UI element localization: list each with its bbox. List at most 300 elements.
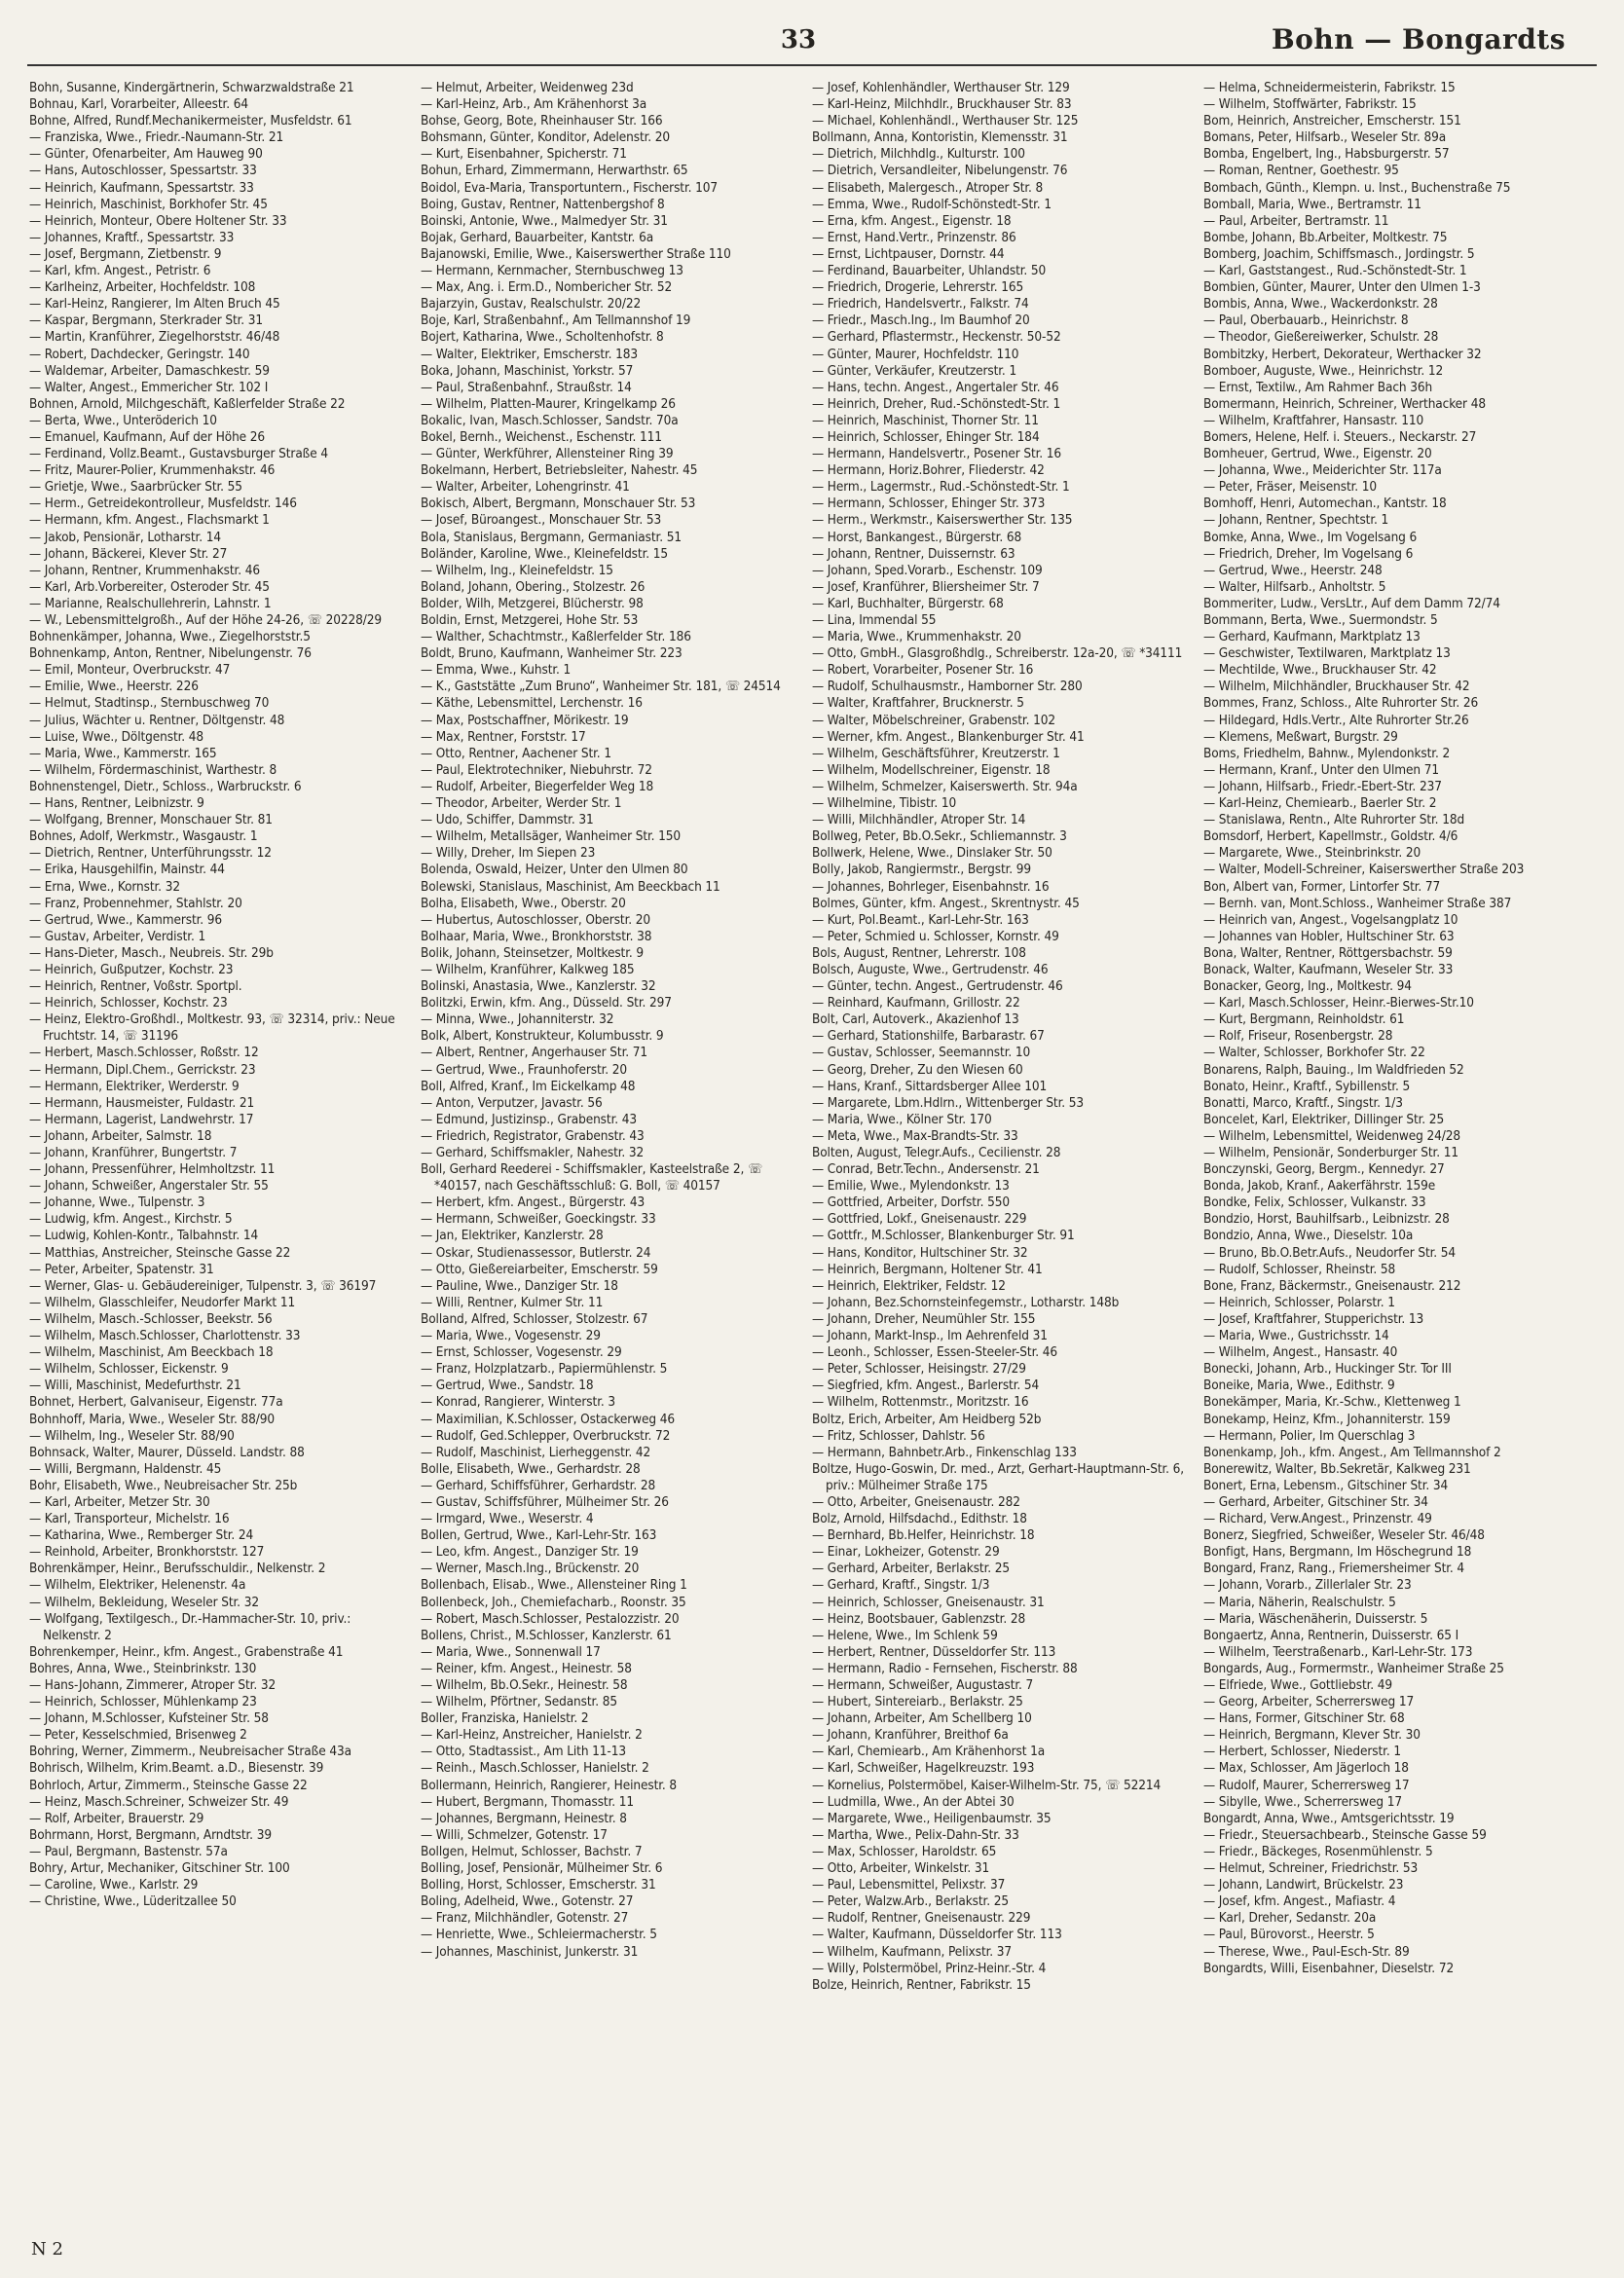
directory-entry: Bolenda, Oswald, Heizer, Unter den Ulmen 80 xyxy=(421,862,688,878)
directory-entry: — Michael, Kohlenhändl., Werthauser Str. 125 xyxy=(812,113,1079,129)
directory-entry: Bombis, Anna, Wwe., Wackerdonkstr. 28 xyxy=(1203,296,1438,312)
directory-entry: — Albert, Rentner, Angerhauser Str. 71 xyxy=(421,1045,647,1061)
directory-entry: Bolsch, Auguste, Wwe., Gertrudenstr. 46 xyxy=(812,961,1049,977)
directory-entry: Bonekamp, Heinz, Kfm., Johanniterstr. 159 xyxy=(1203,1411,1451,1427)
directory-entry: — Johanne, Wwe., Tulpenstr. 3 xyxy=(29,1194,205,1211)
directory-entry: Boltz, Erich, Arbeiter, Am Heidberg 52b xyxy=(812,1411,1042,1427)
directory-entry: Bohnau, Karl, Vorarbeiter, Alleestr. 64 xyxy=(29,96,248,113)
directory-entry: Bombe, Johann, Bb.Arbeiter, Moltkestr. 75 xyxy=(1203,229,1448,245)
directory-entry: — Horst, Bankangest., Bürgerstr. 68 xyxy=(812,529,1022,545)
directory-entry: Bomans, Peter, Hilfsarb., Weseler Str. 89a xyxy=(1203,129,1447,146)
directory-entry: — Hermann, kfm. Angest., Flachsmarkt 1 xyxy=(29,512,270,529)
directory-entry: — Hubert, Sintereiarb., Berlakstr. 25 xyxy=(812,1694,1023,1710)
directory-entry: — Stanislawa, Rentn., Alte Ruhrorter Str. 18d xyxy=(1203,812,1465,828)
directory-entry: — Karl-Heinz, Arb., Am Krähenhorst 3a xyxy=(421,96,647,113)
directory-entry: Bolten, August, Telegr.Aufs., Cecilienstr. 28 xyxy=(812,1145,1061,1160)
directory-entry: Boll, Gerhard Reederei - Schiffsmakler, Kasteelstraße 2, ☏ *40157, nach Geschäftsschluß: G. Boll, ☏ 40157 xyxy=(421,1161,763,1194)
directory-entry: — Christine, Wwe., Lüderitzallee 50 xyxy=(29,1893,237,1910)
directory-entry: Bokel, Bernh., Weichenst., Eschenstr. 111 xyxy=(421,428,662,445)
directory-entry: — Johannes van Hobler, Hultschiner Str. 63 xyxy=(1203,928,1455,944)
directory-entry: — Rudolf, Arbeiter, Biegerfelder Weg 18 xyxy=(421,778,654,794)
directory-entry: — Emilie, Wwe., Mylendonkstr. 13 xyxy=(812,1178,1010,1194)
directory-entry: — Hans, Autoschlosser, Spessartstr. 33 xyxy=(29,163,257,179)
directory-entry: — Gustav, Schiffsführer, Mülheimer Str. 26 xyxy=(421,1493,669,1510)
directory-entry: — Franz, Milchhändler, Gotenstr. 27 xyxy=(421,1910,629,1927)
directory-entry: Bonatti, Marco, Kraftf., Singstr. 1/3 xyxy=(1203,1094,1403,1111)
directory-entry: Bondzio, Anna, Wwe., Dieselstr. 10a xyxy=(1203,1228,1414,1244)
directory-entry: — Georg, Arbeiter, Scherrersweg 17 xyxy=(1203,1694,1415,1710)
directory-entry: — Walter, Hilfsarb., Anholtstr. 5 xyxy=(1203,578,1386,595)
directory-entry: — Johann, Landwirt, Brückelstr. 23 xyxy=(1203,1877,1404,1893)
directory-entry: — Hermann, Hausmeister, Fuldastr. 21 xyxy=(29,1094,255,1111)
directory-entry: — Erika, Hausgehilfin, Mainstr. 44 xyxy=(29,862,225,878)
directory-entry: — Heinrich, Schlosser, Mühlenkamp 23 xyxy=(29,1694,257,1710)
directory-entry: — Johann, M.Schlosser, Kufsteiner Str. 58 xyxy=(29,1710,269,1727)
directory-entry: — Franz, Holzplatzarb., Papiermühlenstr. 5 xyxy=(421,1361,668,1378)
directory-entry: — Wilhelm, Modellschreiner, Eigenstr. 18 xyxy=(812,761,1051,778)
directory-entry: — Johann, Pressenführer, Helmholtzstr. 11 xyxy=(29,1161,276,1178)
directory-entry: — Hans, techn. Angest., Angertaler Str. 46 xyxy=(812,379,1059,395)
directory-entry: — Karl, Transporteur, Michelstr. 16 xyxy=(29,1511,230,1527)
directory-entry: — Karl-Heinz, Milchhdlr., Bruckhauser Str. 83 xyxy=(812,96,1072,113)
directory-entry: Bajarzyin, Gustav, Realschulstr. 20/22 xyxy=(421,296,642,312)
directory-entry: — Kaspar, Bergmann, Sterkrader Str. 31 xyxy=(29,312,264,329)
directory-entry: — Rolf, Arbeiter, Brauerstr. 29 xyxy=(29,1810,204,1826)
directory-entry: — Günter, Ofenarbeiter, Am Hauweg 90 xyxy=(29,146,263,163)
directory-entry: — Luise, Wwe., Döltgenstr. 48 xyxy=(29,728,204,745)
directory-entry: — Rolf, Friseur, Rosenbergstr. 28 xyxy=(1203,1028,1393,1045)
directory-entry: — Franz, Probennehmer, Stahlstr. 20 xyxy=(29,895,242,911)
directory-entry: — Johannes, Bergmann, Heinestr. 8 xyxy=(421,1810,627,1826)
directory-entry: — Johann, Arbeiter, Salmstr. 18 xyxy=(29,1127,212,1144)
directory-entry: — Hermann, Bahnbetr.Arb., Finkenschlag 133 xyxy=(812,1444,1077,1460)
directory-entry: — Wilhelm, Schmelzer, Kaiserswerth. Str. 94a xyxy=(812,778,1078,794)
directory-entry: Bohnsack, Walter, Maurer, Düsseld. Landstr. 88 xyxy=(29,1444,305,1460)
directory-entry: Bonekämper, Maria, Kr.-Schw., Klettenweg 1 xyxy=(1203,1394,1461,1411)
directory-entry: — Maria, Wäschenäherin, Duisserstr. 5 xyxy=(1203,1610,1428,1627)
directory-entry: — Walter, Kaufmann, Düsseldorfer Str. 113 xyxy=(812,1927,1062,1943)
directory-entry: — Leo, kfm. Angest., Danziger Str. 19 xyxy=(421,1544,639,1561)
directory-entry: Bohr, Elisabeth, Wwe., Neubreisacher Str. 25b xyxy=(29,1477,298,1493)
directory-entry: — Karl, Arb.Vorbereiter, Osteroder Str. 45 xyxy=(29,578,270,595)
directory-entry: — Günter, Maurer, Hochfeldstr. 110 xyxy=(812,346,1019,362)
directory-entry: — Peter, Schmied u. Schlosser, Kornstr. 49 xyxy=(812,928,1059,944)
directory-entry: — Berta, Wwe., Unteröderich 10 xyxy=(29,412,217,428)
directory-entry: — Hermann, Schweißer, Goeckingstr. 33 xyxy=(421,1211,656,1228)
directory-entry: — Ludmilla, Wwe., An der Abtei 30 xyxy=(812,1793,1015,1810)
directory-entry: — Heinrich, Kaufmann, Spessartstr. 33 xyxy=(29,179,254,196)
directory-entry: — Herm., Lagermstr., Rud.-Schönstedt-Str. 1 xyxy=(812,479,1070,496)
directory-entry: — Bruno, Bb.O.Betr.Aufs., Neudorfer Str. 54 xyxy=(1203,1244,1457,1261)
directory-entry: — Karl, Buchhalter, Bürgerstr. 68 xyxy=(812,595,1004,611)
directory-entry: Bomermann, Heinrich, Schreiner, Werthacker 48 xyxy=(1203,395,1486,412)
directory-entry: — Jakob, Pensionär, Lotharstr. 14 xyxy=(29,529,221,545)
directory-entry: — Margarete, Wwe., Steinbrinkstr. 20 xyxy=(1203,845,1421,862)
directory-entry: — Conrad, Betr.Techn., Andersenstr. 21 xyxy=(812,1161,1040,1178)
directory-entry: — Otto, GmbH., Glasgroßhdlg., Schreiberstr. 12a-20, ☏ *34111 xyxy=(812,645,1183,662)
directory-entry: Bolt, Carl, Autoverk., Akazienhof 13 xyxy=(812,1011,1019,1028)
directory-entry: Bollenbach, Elisab., Wwe., Allensteiner Ring 1 xyxy=(421,1577,687,1594)
directory-entry: Boland, Johann, Obering., Stolzestr. 26 xyxy=(421,578,646,595)
directory-entry: — Henriette, Wwe., Schleiermacherstr. 5 xyxy=(421,1927,657,1943)
directory-entry: — Bernh. van, Mont.Schloss., Wanheimer Straße 387 xyxy=(1203,895,1512,911)
directory-entry: Bohne, Alfred, Rundf.Mechanikermeister, Musfeldstr. 61 xyxy=(29,113,352,129)
directory-entry: Bohrenkemper, Heinr., kfm. Angest., Grabenstraße 41 xyxy=(29,1643,344,1660)
directory-entry: — Johannes, Maschinist, Junkerstr. 31 xyxy=(421,1943,639,1960)
directory-entry: Bomheuer, Gertrud, Wwe., Eigenstr. 20 xyxy=(1203,446,1432,462)
directory-entry: — Johann, Sped.Vorarb., Eschenstr. 109 xyxy=(812,562,1043,578)
directory-entry: Bohnen, Arnold, Milchgeschäft, Kaßlerfelder Straße 22 xyxy=(29,395,346,412)
directory-column-3 xyxy=(812,80,1192,2222)
directory-entry: Bon, Albert van, Former, Lintorfer Str. 77 xyxy=(1203,878,1441,895)
directory-entry: — Ludwig, kfm. Angest., Kirchstr. 5 xyxy=(29,1211,233,1228)
directory-entry: — Herbert, Masch.Schlosser, Roßstr. 12 xyxy=(29,1045,259,1061)
directory-entry: — Wilhelm, Masch.-Schlosser, Beekstr. 56 xyxy=(29,1310,273,1327)
directory-entry: — Gustav, Schlosser, Seemannstr. 10 xyxy=(812,1045,1031,1061)
directory-entry: — Wilhelm, Kaufmann, Pelixstr. 37 xyxy=(812,1943,1013,1960)
directory-entry: — Otto, Arbeiter, Gneisenaustr. 282 xyxy=(812,1493,1020,1510)
directory-entry: — Werner, Masch.Ing., Brückenstr. 20 xyxy=(421,1561,640,1577)
directory-entry: Bomboer, Auguste, Wwe., Heinrichstr. 12 xyxy=(1203,362,1444,379)
directory-entry: — Margarete, Lbm.Hdlrn., Wittenberger Str. 53 xyxy=(812,1094,1085,1111)
directory-entry: — Fritz, Schlosser, Dahlstr. 56 xyxy=(812,1427,985,1444)
directory-entry: — Ferdinand, Vollz.Beamt., Gustavsburger Straße 4 xyxy=(29,446,328,462)
directory-entry: — Willi, Bergmann, Haldenstr. 45 xyxy=(29,1460,222,1477)
directory-entry: — Helmut, Schreiner, Friedrichstr. 53 xyxy=(1203,1860,1419,1877)
directory-entry: — Friedrich, Dreher, Im Vogelsang 6 xyxy=(1203,545,1414,562)
directory-entry: — Karl, Dreher, Sedanstr. 20a xyxy=(1203,1910,1377,1927)
directory-entry: — Erna, kfm. Angest., Eigenstr. 18 xyxy=(812,212,1012,229)
directory-entry: — Wilhelm, Ing., Kleinefeldstr. 15 xyxy=(421,562,613,578)
directory-entry: — Robert, Dachdecker, Geringstr. 140 xyxy=(29,346,250,362)
directory-entry: — Johanna, Wwe., Meiderichter Str. 117a xyxy=(1203,462,1442,479)
directory-entry: — Willi, Rentner, Kulmer Str. 11 xyxy=(421,1294,604,1310)
directory-entry: — Maximilian, K.Schlosser, Ostackerweg 46 xyxy=(421,1411,675,1427)
directory-column-1 xyxy=(29,80,409,2222)
directory-entry: — Walter, Modell-Schreiner, Kaiserswerther Straße 203 xyxy=(1203,862,1525,878)
directory-entry: — Karl-Heinz, Anstreicher, Hanielstr. 2 xyxy=(421,1727,643,1744)
directory-entry: — Katharina, Wwe., Remberger Str. 24 xyxy=(29,1527,254,1544)
directory-entry: — Josef, Bergmann, Zietbenstr. 9 xyxy=(29,245,222,262)
directory-entry: — Martha, Wwe., Pelix-Dahn-Str. 33 xyxy=(812,1826,1019,1843)
directory-entry: — Wilhelm, Schlosser, Eickenstr. 9 xyxy=(29,1361,229,1378)
directory-entry: Bonda, Jakob, Kranf., Aakerfährstr. 159e xyxy=(1203,1178,1436,1194)
directory-entry: Boms, Friedhelm, Bahnw., Mylendonkstr. 2 xyxy=(1203,745,1451,761)
directory-entry: — Helmut, Arbeiter, Weidenweg 23d xyxy=(421,80,634,95)
directory-entry: — Friedr., Bäckeges, Rosenmühlenstr. 5 xyxy=(1203,1843,1433,1859)
directory-entry: — Hans, Kranf., Sittardsberger Allee 101 xyxy=(812,1078,1048,1094)
directory-entry: — Maria, Wwe., Gustrichsstr. 14 xyxy=(1203,1328,1389,1344)
directory-entry: — Hermann, Handelsvertr., Posener Str. 16 xyxy=(812,446,1062,462)
directory-entry: — Johann, Bäckerei, Klever Str. 27 xyxy=(29,545,228,562)
directory-entry: — Willy, Dreher, Im Siepen 23 xyxy=(421,845,596,862)
directory-entry: — Wilhelmine, Tibistr. 10 xyxy=(812,795,957,812)
directory-entry: — Robert, Vorarbeiter, Posener Str. 16 xyxy=(812,662,1034,679)
directory-entry: — Karl-Heinz, Chemiearb., Baerler Str. 2 xyxy=(1203,795,1437,812)
directory-entry: — Herbert, kfm. Angest., Bürgerstr. 43 xyxy=(421,1194,646,1211)
directory-entry: Bohnes, Adolf, Werkmstr., Wasgaustr. 1 xyxy=(29,828,258,845)
directory-entry: Bonenkamp, Joh., kfm. Angest., Am Tellmannshof 2 xyxy=(1203,1444,1501,1460)
directory-entry: — Caroline, Wwe., Karlstr. 29 xyxy=(29,1877,199,1893)
directory-entry: Bolinski, Anastasia, Wwe., Kanzlerstr. 32 xyxy=(421,978,656,995)
directory-entry: Bohrisch, Wilhelm, Krim.Beamt. a.D., Biesenstr. 39 xyxy=(29,1760,324,1777)
directory-entry: — Friedrich, Drogerie, Lehrerstr. 165 xyxy=(812,279,1024,296)
directory-entry: — Gottfried, Lokf., Gneisenaustr. 229 xyxy=(812,1211,1027,1228)
directory-entry: — Hermann, Lagerist, Landwehrstr. 17 xyxy=(29,1111,254,1127)
directory-entry: — Herbert, Schlosser, Niederstr. 1 xyxy=(1203,1744,1401,1760)
directory-entry: — Wilhelm, Lebensmittel, Weidenweg 24/28 xyxy=(1203,1127,1460,1144)
directory-entry: — Max, Ang. i. Erm.D., Nombericher Str. 52 xyxy=(421,279,673,296)
page-header xyxy=(0,0,1624,78)
directory-entry: — Josef, Kranführer, Bliersheimer Str. 7 xyxy=(812,578,1040,595)
directory-entry: Bohnenkamp, Anton, Rentner, Nibelungenstr. 76 xyxy=(29,645,312,662)
directory-entry: Bonert, Erna, Lebensm., Gitschiner Str. 34 xyxy=(1203,1477,1449,1493)
directory-entry: — Wilhelm, Platten-Maurer, Kringelkamp 26 xyxy=(421,395,676,412)
directory-entry: Boncelet, Karl, Elektriker, Dillinger Str. 25 xyxy=(1203,1111,1445,1127)
directory-entry: — Maria, Wwe., Kölner Str. 170 xyxy=(812,1111,992,1127)
directory-entry: — Bernhard, Bb.Helfer, Heinrichstr. 18 xyxy=(812,1527,1035,1544)
directory-entry: — Helmut, Stadtinsp., Sternbuschweg 70 xyxy=(29,695,270,712)
directory-entry: — Josef, kfm. Angest., Mafiastr. 4 xyxy=(1203,1893,1396,1910)
directory-entry: — Walther, Schachtmstr., Kaßlerfelder Str. 186 xyxy=(421,629,691,645)
directory-entry: — Johann, Rentner, Krummenhakstr. 46 xyxy=(29,562,260,578)
directory-entry: Bolk, Albert, Konstrukteur, Kolumbusstr. 9 xyxy=(421,1028,664,1045)
directory-entry: — Karl, Arbeiter, Metzer Str. 30 xyxy=(29,1493,210,1510)
directory-entry: — Sibylle, Wwe., Scherrersweg 17 xyxy=(1203,1793,1402,1810)
directory-entry: — Emma, Wwe., Rudolf-Schönstedt-Str. 1 xyxy=(812,196,1052,212)
directory-entry: — Dietrich, Versandleiter, Nibelungenstr. 76 xyxy=(812,163,1068,179)
directory-entry: Bombien, Günter, Maurer, Unter den Ulmen 1-3 xyxy=(1203,279,1481,296)
directory-entry: — Hermann, Polier, Im Querschlag 3 xyxy=(1203,1427,1416,1444)
directory-entry: Bongaertz, Anna, Rentnerin, Duisserstr. 65 I xyxy=(1203,1627,1459,1643)
directory-entry: — Willy, Polstermöbel, Prinz-Heinr.-Str. 4 xyxy=(812,1960,1047,1976)
directory-entry: — Max, Schlosser, Am Jägerloch 18 xyxy=(1203,1760,1409,1777)
directory-entry: — Johann, Kranführer, Bungertstr. 7 xyxy=(29,1145,238,1160)
directory-entry: — Gerhard, Kaufmann, Marktplatz 13 xyxy=(1203,629,1421,645)
directory-entry: — Otto, Rentner, Aachener Str. 1 xyxy=(421,745,611,761)
directory-entry: — Johann, Vorarb., Zillerlaler Str. 23 xyxy=(1203,1577,1412,1594)
directory-entry: — Gottfr., M.Schlosser, Blankenburger Str. 91 xyxy=(812,1228,1075,1244)
directory-entry: — Gerhard, Schiffsführer, Gerhardstr. 28 xyxy=(421,1477,656,1493)
directory-entry: Bom, Heinrich, Anstreicher, Emscherstr. 151 xyxy=(1203,113,1461,129)
directory-entry: — Heinrich, Bergmann, Klever Str. 30 xyxy=(1203,1727,1421,1744)
directory-entry: — Wilhelm, Teerstraßenarb., Karl-Lehr-Str. 173 xyxy=(1203,1643,1473,1660)
directory-entry: — Helma, Schneidermeisterin, Fabrikstr. 15 xyxy=(1203,80,1456,95)
directory-entry: — Maria, Wwe., Sonnenwall 17 xyxy=(421,1643,601,1660)
directory-entry: — Rudolf, Schulhausmstr., Hamborner Str. 280 xyxy=(812,679,1083,695)
directory-entry: — Martin, Kranführer, Ziegelhorststr. 46/48 xyxy=(29,329,280,346)
directory-entry: Bondzio, Horst, Bauhilfsarb., Leibnizstr. 28 xyxy=(1203,1211,1450,1228)
directory-entry: Bohry, Artur, Mechaniker, Gitschiner Str. 100 xyxy=(29,1860,290,1877)
directory-entry: — Reinhold, Arbeiter, Bronkhorststr. 127 xyxy=(29,1544,265,1561)
directory-entry: Bommes, Franz, Schloss., Alte Ruhrorter Str. 26 xyxy=(1203,695,1479,712)
directory-entry: — Elisabeth, Malergesch., Atroper Str. 8 xyxy=(812,179,1044,196)
directory-entry: — Einar, Lokheizer, Gotenstr. 29 xyxy=(812,1544,1000,1561)
directory-entry: — Pauline, Wwe., Danziger Str. 18 xyxy=(421,1277,618,1294)
directory-entry: — Peter, Walzw.Arb., Berlakstr. 25 xyxy=(812,1893,1009,1910)
directory-entry: — Wilhelm, Fördermaschinist, Warthestr. 8 xyxy=(29,761,277,778)
directory-entry: — Hubertus, Autoschlosser, Oberstr. 20 xyxy=(421,911,650,928)
directory-entry: — Hermann, Horiz.Bohrer, Fliederstr. 42 xyxy=(812,462,1045,479)
directory-entry: Bollwerk, Helene, Wwe., Dinslaker Str. 50 xyxy=(812,845,1052,862)
directory-entry: Boinski, Antonie, Wwe., Malmedyer Str. 31 xyxy=(421,212,668,229)
directory-entry: — Karl-Heinz, Rangierer, Im Alten Bruch 45 xyxy=(29,296,280,312)
directory-entry: — Julius, Wächter u. Rentner, Döltgenstr. 48 xyxy=(29,712,285,728)
directory-entry: — Franziska, Wwe., Friedr.-Naumann-Str. 21 xyxy=(29,129,284,146)
directory-entry: — Werner, Glas- u. Gebäudereiniger, Tulpenstr. 3, ☏ 36197 xyxy=(29,1277,377,1294)
directory-entry: — Günter, Werkführer, Allensteiner Ring 39 xyxy=(421,446,674,462)
directory-entry: — Johann, Rentner, Spechtstr. 1 xyxy=(1203,512,1389,529)
directory-entry: Bohnenkämper, Johanna, Wwe., Ziegelhorststr.5 xyxy=(29,629,311,645)
directory-entry: — Gerhard, Stationshilfe, Barbarastr. 67 xyxy=(812,1028,1045,1045)
directory-entry: — Friedrich, Handelsvertr., Falkstr. 74 xyxy=(812,296,1029,312)
directory-entry: — Reinhard, Kaufmann, Grillostr. 22 xyxy=(812,995,1020,1011)
directory-entry: — Günter, Verkäufer, Kreutzerstr. 1 xyxy=(812,362,1017,379)
directory-entry: — Willi, Schmelzer, Gotenstr. 17 xyxy=(421,1826,608,1843)
directory-entry: — Johann, Schweißer, Angerstaler Str. 55 xyxy=(29,1178,269,1194)
directory-entry: — Gerhard, Arbeiter, Gitschiner Str. 34 xyxy=(1203,1493,1428,1510)
directory-entry: — K., Gaststätte „Zum Bruno“, Wanheimer Str. 181, ☏ 24514 xyxy=(421,679,781,695)
directory-entry: — Kornelius, Polstermöbel, Kaiser-Wilhelm-Str. 75, ☏ 52214 xyxy=(812,1777,1162,1793)
directory-entry: — Karl, kfm. Angest., Petristr. 6 xyxy=(29,263,211,279)
directory-entry: Bonfigt, Hans, Bergmann, Im Höschegrund 18 xyxy=(1203,1544,1472,1561)
directory-entry: — Therese, Wwe., Paul-Esch-Str. 89 xyxy=(1203,1943,1410,1960)
directory-entry: Bondke, Felix, Schlosser, Vulkanstr. 33 xyxy=(1203,1194,1426,1211)
directory-entry: — Elfriede, Wwe., Gottliebstr. 49 xyxy=(1203,1677,1393,1693)
directory-entry: — Peter, Kesselschmied, Brisenweg 2 xyxy=(29,1727,247,1744)
directory-entry: Bommann, Berta, Wwe., Suermondstr. 5 xyxy=(1203,612,1438,628)
directory-column-2 xyxy=(421,80,800,2222)
directory-column-4 xyxy=(1203,80,1583,2222)
directory-entry: Bonato, Heinr., Kraftf., Sybillenstr. 5 xyxy=(1203,1078,1411,1094)
directory-entry: Bonczynski, Georg, Bergm., Kennedyr. 27 xyxy=(1203,1161,1445,1178)
directory-entry: Bomke, Anna, Wwe., Im Vogelsang 6 xyxy=(1203,529,1418,545)
directory-entry: Bombach, Günth., Klempn. u. Inst., Buchenstraße 75 xyxy=(1203,179,1511,196)
directory-entry: — Irmgard, Wwe., Weserstr. 4 xyxy=(421,1511,594,1527)
directory-entry: — Kurt, Pol.Beamt., Karl-Lehr-Str. 163 xyxy=(812,911,1029,928)
directory-entry: — Wilhelm, Geschäftsführer, Kreutzerstr. 1 xyxy=(812,745,1060,761)
directory-entry: — Emilie, Wwe., Heerstr. 226 xyxy=(29,679,199,695)
directory-entry: Boje, Karl, Straßenbahnf., Am Tellmannshof 19 xyxy=(421,312,691,329)
directory-entry: — Johann, Markt-Insp., Im Aehrenfeld 31 xyxy=(812,1328,1048,1344)
directory-entry: — Rudolf, Maschinist, Lierheggenstr. 42 xyxy=(421,1444,651,1460)
directory-entry: — Gerhard, Schiffsmakler, Nahestr. 32 xyxy=(421,1145,645,1160)
directory-entry: Bojak, Gerhard, Bauarbeiter, Kantstr. 6a xyxy=(421,229,654,245)
directory-entry: — Hans-Johann, Zimmerer, Atroper Str. 32 xyxy=(29,1677,277,1693)
directory-entry: Bohrmann, Horst, Bergmann, Arndtstr. 39 xyxy=(29,1826,272,1843)
directory-entry: Bolder, Wilh, Metzgerei, Blücherstr. 98 xyxy=(421,595,644,611)
directory-entry: Bonecki, Johann, Arb., Huckinger Str. Tor III xyxy=(1203,1361,1452,1378)
directory-entry: Bolhaar, Maria, Wwe., Bronkhorststr. 38 xyxy=(421,928,652,944)
directory-entry: — Wilhelm, Glasschleifer, Neudorfer Markt 11 xyxy=(29,1294,296,1310)
directory-entry: — Wilhelm, Elektriker, Helenenstr. 4a xyxy=(29,1577,246,1594)
directory-entry: — Herm., Werkmstr., Kaiserswerther Str. 135 xyxy=(812,512,1073,529)
directory-entry: Boka, Johann, Maschinist, Yorkstr. 57 xyxy=(421,362,634,379)
directory-entry: — Karl, Gaststangest., Rud.-Schönstedt-Str. 1 xyxy=(1203,263,1467,279)
directory-entry: Bohn, Susanne, Kindergärtnerin, Schwarzwaldstraße 21 xyxy=(29,80,354,95)
directory-entry: — Geschwister, Textilwaren, Marktplatz 13 xyxy=(1203,645,1451,662)
directory-entry: — Wilhelm, Pförtner, Sedanstr. 85 xyxy=(421,1694,617,1710)
directory-entry: Bolling, Horst, Schlosser, Emscherstr. 31 xyxy=(421,1877,656,1893)
directory-entry: — Kurt, Bergmann, Reinholdstr. 61 xyxy=(1203,1011,1405,1028)
directory-entry: — Herbert, Rentner, Düsseldorfer Str. 113 xyxy=(812,1643,1056,1660)
directory-entry: — Heinrich, Maschinist, Borkhofer Str. 45 xyxy=(29,196,268,212)
directory-entry: — Ferdinand, Bauarbeiter, Uhlandstr. 50 xyxy=(812,263,1047,279)
directory-entry: — Meta, Wwe., Max-Brandts-Str. 33 xyxy=(812,1127,1018,1144)
directory-entry: Bonerewitz, Walter, Bb.Sekretär, Kalkweg 231 xyxy=(1203,1460,1471,1477)
directory-entry: — Wilhelm, Maschinist, Am Beeckbach 18 xyxy=(29,1344,274,1361)
directory-entry: — Leonh., Schlosser, Essen-Steeler-Str. 46 xyxy=(812,1344,1057,1361)
directory-entry: Bolik, Johann, Steinsetzer, Moltkestr. 9 xyxy=(421,944,645,961)
directory-entry: — Paul, Bürovorst., Heerstr. 5 xyxy=(1203,1927,1375,1943)
directory-entry: — Marianne, Realschullehrerin, Lahnstr. 1 xyxy=(29,595,272,611)
directory-entry: Bolly, Jakob, Rangiermstr., Bergstr. 99 xyxy=(812,862,1032,878)
directory-entry: — Hermann, Dipl.Chem., Gerrickstr. 23 xyxy=(29,1061,256,1078)
directory-entry: Bommeriter, Ludw., VersLtr., Auf dem Damm 72/74 xyxy=(1203,595,1500,611)
directory-entry: — Friedr., Masch.Ing., Im Baumhof 20 xyxy=(812,312,1030,329)
directory-entry: Bollgen, Helmut, Schlosser, Bachstr. 7 xyxy=(421,1843,643,1859)
directory-entry: — Ernst, Schlosser, Vogesenstr. 29 xyxy=(421,1344,622,1361)
directory-entry: — Grietje, Wwe., Saarbrücker Str. 55 xyxy=(29,479,242,496)
directory-entry: Bolle, Elisabeth, Wwe., Gerhardstr. 28 xyxy=(421,1460,641,1477)
directory-entry: — Gertrud, Wwe., Kammerstr. 96 xyxy=(29,911,223,928)
directory-entry: — Wilhelm, Kraftfahrer, Hansastr. 110 xyxy=(1203,412,1424,428)
directory-entry: Bone, Franz, Bäckermstr., Gneisenaustr. 212 xyxy=(1203,1277,1461,1294)
directory-entry: Bohnenstengel, Dietr., Schloss., Warbruckstr. 6 xyxy=(29,778,302,794)
directory-entry: — Friedrich, Registrator, Grabenstr. 43 xyxy=(421,1127,645,1144)
directory-entry: Bohring, Werner, Zimmerm., Neubreisacher Straße 43a xyxy=(29,1744,351,1760)
footer-signature: N 2 xyxy=(31,2239,63,2260)
directory-entry: — Georg, Dreher, Zu den Wiesen 60 xyxy=(812,1061,1023,1078)
directory-entry: — Margarete, Wwe., Heiligenbaumstr. 35 xyxy=(812,1810,1052,1826)
directory-entry: Bohrenkämper, Heinr., Berufsschuldir., Nelkenstr. 2 xyxy=(29,1561,326,1577)
directory-entry: — Käthe, Lebensmittel, Lerchenstr. 16 xyxy=(421,695,643,712)
directory-entry: — Hermann, Schlosser, Ehinger Str. 373 xyxy=(812,496,1046,512)
directory-entry: Bonack, Walter, Kaufmann, Weseler Str. 33 xyxy=(1203,961,1454,977)
directory-entry: — Karl, Masch.Schlosser, Heinr.-Bierwes-Str.10 xyxy=(1203,995,1474,1011)
directory-entry: — Hans, Konditor, Hultschiner Str. 32 xyxy=(812,1244,1028,1261)
directory-entry: Bohres, Anna, Wwe., Steinbrinkstr. 130 xyxy=(29,1660,257,1676)
directory-entry: — Johann, Rentner, Duissernstr. 63 xyxy=(812,545,1015,562)
directory-entry: — Heinz, Bootsbauer, Gablenzstr. 28 xyxy=(812,1610,1026,1627)
directory-entry: — Wolfgang, Textilgesch., Dr.-Hammacher-Str. 10, priv.: Nelkenstr. 2 xyxy=(29,1610,351,1643)
directory-entry: Bokisch, Albert, Bergmann, Monschauer Str. 53 xyxy=(421,496,696,512)
directory-entry: — Josef, Büroangest., Monschauer Str. 53 xyxy=(421,512,662,529)
directory-entry: — Ernst, Hand.Vertr., Prinzenstr. 86 xyxy=(812,229,1016,245)
directory-entry: — Gustav, Arbeiter, Verdistr. 1 xyxy=(29,928,206,944)
directory-entry: — Kurt, Eisenbahner, Spicherstr. 71 xyxy=(421,146,627,163)
directory-entry: — Willi, Milchhändler, Atroper Str. 14 xyxy=(812,812,1026,828)
directory-entry: Bolze, Heinrich, Rentner, Fabrikstr. 15 xyxy=(812,1976,1031,1993)
directory-entry: — Udo, Schiffer, Dammstr. 31 xyxy=(421,812,594,828)
directory-entry: — Hermann, Kranf., Unter den Ulmen 71 xyxy=(1203,761,1440,778)
directory-entry: — Minna, Wwe., Johanniterstr. 32 xyxy=(421,1011,614,1028)
directory-entry: — Hans, Former, Gitschiner Str. 68 xyxy=(1203,1710,1405,1727)
page-number: 33 xyxy=(780,25,817,55)
directory-entry: — Richard, Verw.Angest., Prinzenstr. 49 xyxy=(1203,1511,1432,1527)
directory-entry: — Heinrich, Monteur, Obere Holtener Str. 33 xyxy=(29,212,287,229)
directory-entry: Bols, August, Rentner, Lehrerstr. 108 xyxy=(812,944,1026,961)
directory-entry: — Konrad, Rangierer, Winterstr. 3 xyxy=(421,1394,615,1411)
directory-entry: — Paul, Straßenbahnf., Straußstr. 14 xyxy=(421,379,632,395)
header-rule xyxy=(27,64,1597,66)
directory-entry: — Matthias, Anstreicher, Steinsche Gasse 22 xyxy=(29,1244,291,1261)
directory-entry: — Hermann, Kernmacher, Sternbuschweg 13 xyxy=(421,263,683,279)
directory-entry: Bolz, Arnold, Hilfsdachd., Edithstr. 18 xyxy=(812,1511,1027,1527)
directory-entry: — Rudolf, Rentner, Gneisenaustr. 229 xyxy=(812,1910,1031,1927)
directory-entry: — Reinh., Masch.Schlosser, Hanielstr. 2 xyxy=(421,1760,649,1777)
directory-entry: Bongardts, Willi, Eisenbahner, Dieselstr. 72 xyxy=(1203,1960,1455,1976)
